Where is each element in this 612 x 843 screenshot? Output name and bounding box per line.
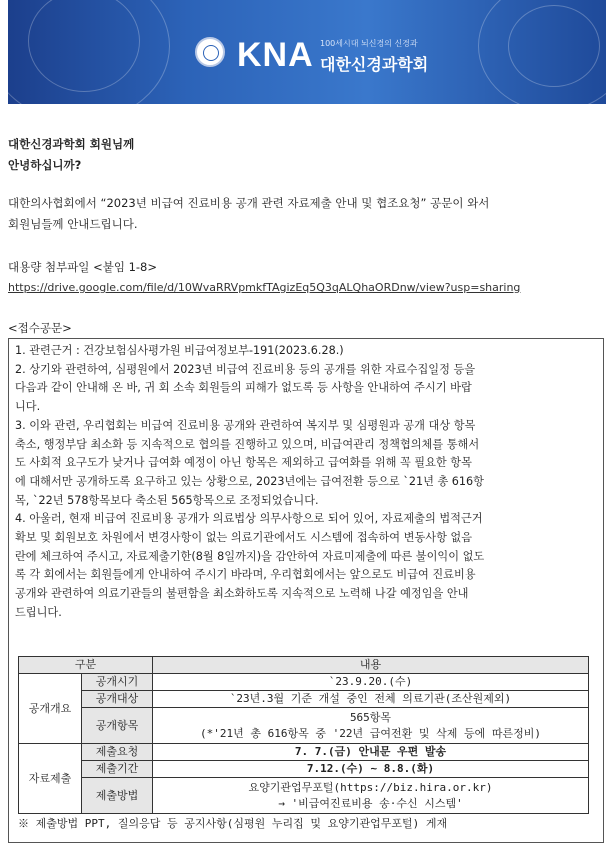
- table-row: [19, 691, 589, 708]
- table-row-value: 요양기관업무포털(https://biz.hira.or.kr): [248, 780, 493, 794]
- table-row: [19, 778, 589, 814]
- brain-graphic-right-inner: [508, 5, 600, 87]
- attachment-label: 대용량 첨부파일 <붙임 1-8>: [8, 260, 158, 274]
- table-row-value: 7.12.(수) ~ 8.8.(화): [153, 761, 589, 778]
- document-line: 축소, 행정부담 최소화 등 지속적으로 협의를 진행하고 있으며, 비급여관리 정책협의체를 통해서: [15, 437, 480, 451]
- table-row-label: 공개시기: [82, 674, 153, 691]
- table-row-label: 제출방법: [82, 778, 153, 814]
- table-row: [19, 674, 589, 691]
- table-row-label: 제출기간: [82, 761, 153, 778]
- document-line: 드립니다.: [15, 605, 62, 619]
- banner-tagline: 100세시대 뇌신경의 신경과: [320, 39, 418, 48]
- document-line: 다음과 같이 안내해 온 바, 귀 회 소속 회원들의 피해가 없도록 등 사항을 안내하여 주시기 바랍: [15, 381, 472, 395]
- table-header-category: 구분: [19, 657, 153, 674]
- table-row-value-note: → '비급여진료비용 송·수신 시스템': [278, 796, 463, 810]
- org-name: 대한신경과학회: [320, 55, 429, 74]
- table-row-value: 7. 7.(금) 안내문 우편 발송: [153, 744, 589, 761]
- greeting-recipient: 대한신경과학회 회원님께: [8, 137, 135, 151]
- table-row: [19, 708, 589, 744]
- attachment-link[interactable]: https://drive.google.com/file/d/10WvaRRVpmkfTAgizEq5Q3qALQhaORDnw/view?usp=sharing: [8, 281, 521, 294]
- received-doc-label: <접수공문>: [8, 321, 72, 335]
- schedule-table: [18, 656, 589, 814]
- table-header-row: [19, 657, 589, 674]
- table-row: [19, 761, 589, 778]
- document-line: 에 대해서만 공개하도록 요구하고 있는 상황으로, 2023년에는 급여전환 등으로 `21년 총 616항: [15, 474, 484, 488]
- table-row-value: `23.9.20.(수): [153, 674, 589, 691]
- table-row-label: 공개대상: [82, 691, 153, 708]
- greeting-hello: 안녕하십니까?: [8, 158, 82, 172]
- table-footnote: ※ 제출방법 PPT, 질의응답 등 공지사항(심평원 누리집 및 요양기관업무포털) 게재: [18, 817, 448, 830]
- document-line: 란에 체크하여 주시고, 자료제출기한(8월 8일까지)을 감안하여 자료미제출에 따른 불이익이 없도: [15, 549, 485, 563]
- table-group-label: 공개개요: [19, 674, 82, 744]
- intro-line-2: 회원님들께 안내드립니다.: [8, 217, 138, 231]
- document-line: 록 각 회에서는 회원들에게 안내하여 주시기 바라며, 우리협회에서는 앞으로도 비급여 진료비용: [15, 568, 476, 582]
- table-row: [19, 744, 589, 761]
- document-line: 목, `22년 578항목보다 축소된 565항목으로 조정되었습니다.: [15, 493, 319, 507]
- intro-line-1: 대한의사협회에서 “2023년 비급여 진료비용 공개 관련 자료제출 안내 및 협조요청” 공문이 와서: [8, 196, 490, 210]
- table-row-value: 565항목: [349, 710, 392, 724]
- document-line: 1. 관련근거 : 건강보험심사평가원 비급여정보부-191(2023.6.28.): [15, 344, 344, 357]
- document-line: 2. 상기와 관련하여, 심평원에서 2023년 비급여 진료비용 등의 공개를 위한 자료수집일정 등을: [15, 362, 476, 376]
- table-row-value-multiline: [153, 778, 589, 814]
- table-row-value-multiline: [153, 708, 589, 744]
- table-row-label: 제출요청: [82, 744, 153, 761]
- document-line: 4. 아울러, 현재 비급여 진료비용 공개가 의료법상 의무사항으로 되어 있어, 자료제출의 법적근거: [15, 512, 483, 526]
- table-header-content: 내용: [153, 657, 589, 674]
- document-line: 3. 이와 관련, 우리협회는 비급여 진료비용 공개와 관련하여 복지부 및 심평원과 공개 대상 항목: [15, 418, 476, 432]
- attachment-link-wrap: [8, 280, 520, 296]
- document-line: 니다.: [15, 400, 41, 414]
- table-group-label: 자료제출: [19, 744, 82, 814]
- document-line: 도 사회적 요구도가 낮거나 급여화 예정이 아닌 항목은 제외하고 급여화를 위해 꼭 필요한 항목: [15, 456, 472, 470]
- table-row-label: 공개항목: [82, 708, 153, 744]
- table-row-value: `23년.3월 기준 개설 중인 전체 의료기관(조산원제외): [153, 691, 589, 708]
- document-line: 확보 및 회원보호 차원에서 변경사항이 없는 의료기관에서도 시스템에 접속하여 변동사항 없음: [15, 531, 473, 544]
- header-banner: [8, 0, 606, 104]
- brand-logo-text: KNA: [237, 36, 314, 74]
- society-seal-logo: [195, 37, 225, 67]
- table-row-value-note: (*'21년 총 616항목 중 '22년 급여전환 및 삭제 등에 따른정비): [200, 726, 541, 740]
- document-line: 공개와 관련하여 의료기관들의 불편함을 최소화하도록 지속적으로 노력해 나갈 예정임을 안내: [15, 587, 469, 601]
